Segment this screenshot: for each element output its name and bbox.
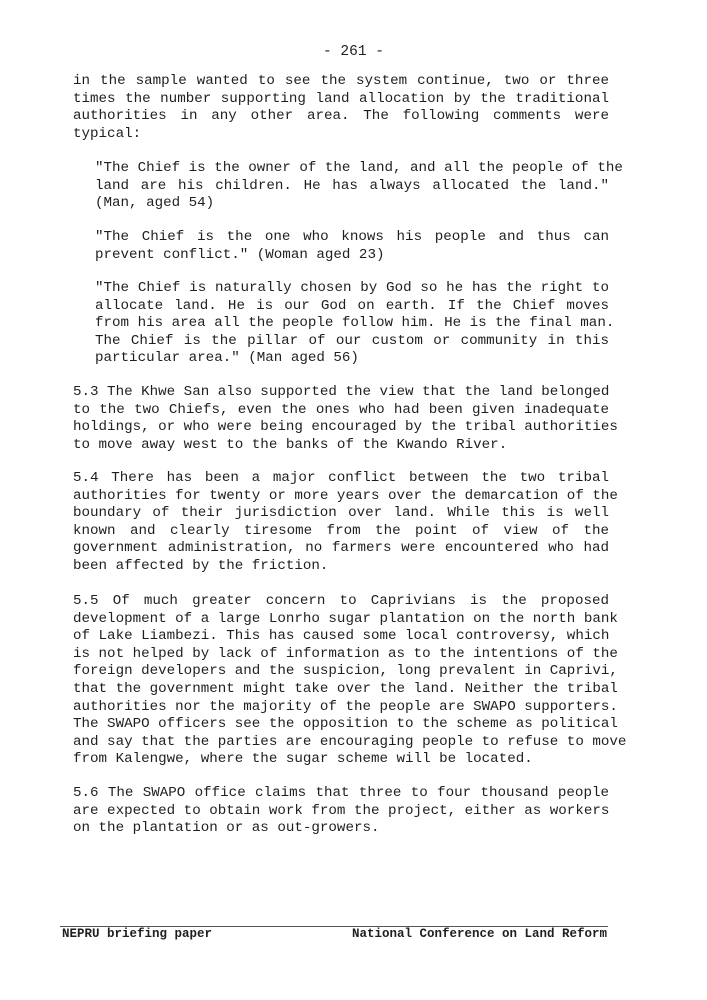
text-line: on the plantation or as out-growers. (73, 820, 380, 837)
text-line: in the sample wanted to see the system continue, two or three (73, 73, 609, 89)
text-line: holdings, or who were being encouraged by the tribal authorities (73, 419, 618, 436)
text-line: "The Chief is the owner of the land, and all the people of the (95, 160, 623, 176)
text-line: authorities in any other area. The following comments were (73, 108, 609, 125)
text-line: boundary of their jurisdiction over land. While this is well (73, 505, 609, 522)
text-line: 5.3 The Khwe San also supported the view that the land belonged (73, 384, 610, 400)
text-line: prevent conflict." (Woman aged 23) (95, 246, 385, 263)
text-line: "The Chief is the one who knows his people and thus can (95, 229, 609, 245)
text-line: authorities for twenty or more years over the demarcation of the (73, 487, 618, 504)
text-line: land are his children. He has always allocated the land." (95, 177, 609, 194)
page-number: - 261 - (323, 44, 384, 60)
text-line: authorities nor the majority of the people are SWAPO supporters. (73, 698, 618, 715)
quote-chief-owner (95, 160, 623, 213)
text-line: development of a large Lonrho sugar plantation on the north bank (73, 610, 618, 627)
text-line: foreign developers and the suspicion, long prevalent in Caprivi, (73, 663, 618, 680)
footer-right-title: National Conference on Land Reform (351, 927, 607, 941)
text-line: is not helped by lack of information as to the intentions of the (73, 645, 618, 662)
text-line: particular area." (Man aged 56) (95, 350, 359, 367)
text-line: "The Chief is naturally chosen by God so he has the right to (95, 280, 609, 296)
text-line: The Chief is the pillar of our custom or community in this (95, 332, 609, 349)
quote-chief-chosen (95, 280, 615, 368)
text-line: been affected by the friction. (73, 557, 329, 574)
text-line: to the two Chiefs, even the ones who had been given inadequate (73, 401, 609, 418)
footer-left-title: NEPRU briefing paper (62, 927, 213, 941)
text-line: are expected to obtain work from the project, either as workers (73, 802, 610, 819)
text-line: allocate land. He is our God on earth. If the Chief moves (95, 297, 609, 314)
text-line: (Man, aged 54) (95, 195, 215, 212)
text-line: of Lake Liambezi. This has caused some local controversy, which (73, 628, 610, 645)
text-line: from Kalengwe, where the sugar scheme will be located. (73, 751, 533, 768)
quote-chief-knows (95, 229, 609, 264)
text-line: typical: (73, 125, 142, 142)
text-line: and say that the parties are encouraging people to refuse to move (73, 733, 627, 750)
paragraph-5-3 (73, 384, 618, 454)
text-line: known and clearly tiresome from the point of view of the (73, 522, 609, 539)
text-line: from his area all the people follow him. He is the final man. (95, 315, 615, 332)
paragraph-5-6 (73, 785, 609, 838)
text-line: 5.4 There has been a major conflict between the two tribal (73, 470, 609, 486)
paragraph-5-4 (73, 470, 618, 576)
intro-paragraph (73, 73, 609, 143)
paragraph-5-5 (73, 593, 627, 769)
text-line: 5.5 Of much greater concern to Caprivians is the proposed (73, 593, 609, 609)
text-line: times the number supporting land allocation by the traditional (73, 90, 609, 107)
text-line: to move away west to the banks of the Kwando River. (73, 436, 508, 453)
text-line: The SWAPO officers see the opposition to the scheme as political (73, 716, 618, 733)
text-line: that the government might take over the land. Neither the tribal (73, 680, 618, 697)
text-line: government administration, no farmers were encountered who had (73, 540, 609, 557)
text-line: 5.6 The SWAPO office claims that three to four thousand people (73, 785, 609, 801)
